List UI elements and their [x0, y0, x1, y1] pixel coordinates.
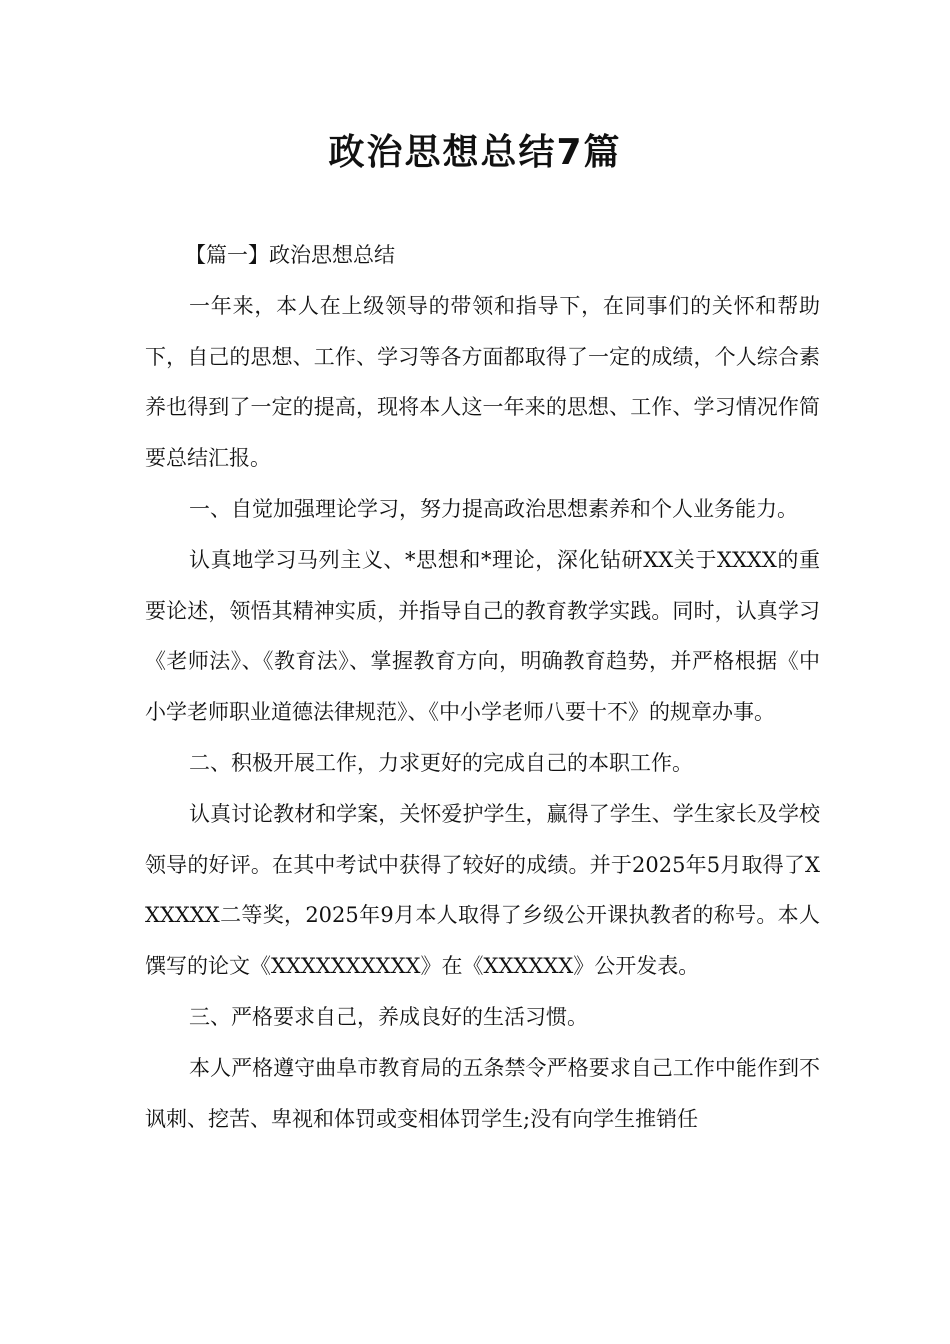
paragraph-heading-1: 一、自觉加强理论学习，努力提高政治思想素养和个人业务能力。 [189, 496, 798, 521]
paragraph-discipline: 本人严格遵守曲阜市教育局的五条禁令严格要求自己工作中能作到不讽刺、挖苦、卑视和体罚或变相体罚学生;没有向学生推销任 [145, 1055, 820, 1131]
paragraph-theory-study: 认真地学习马列主义、*思想和*理论，深化钻研XX关于XXXX的重要论述，领悟其精神实质，并指导自己的教育教学实践。同时，认真学习《老师法》、《教育法》、掌握教育方向，明确教育趋势，并严格根据《中小学老师职业道德法律规范》、《中小学老师八要十不》的规章办事。 [145, 547, 820, 725]
section-heading: 【篇一】政治思想总结 [185, 243, 395, 267]
paragraph-heading-2: 二、积极开展工作，力求更好的完成自己的本职工作。 [189, 750, 693, 775]
paragraph-work: 认真讨论教材和学案，关怀爱护学生，赢得了学生、学生家长及学校领导的好评。在其中考试中获得了较好的成绩。并于2025年5月取得了XXXXXX二等奖，2025年9月本人取得了乡级公开课执教者的称号。本人馔写的论文《XXXXXXXXXX》在《XXXXXX》公开发表。 [145, 801, 820, 979]
document-title: 政治思想总结7篇 [328, 132, 622, 173]
document-body [145, 230, 820, 1144]
paragraph-intro: 一年来，本人在上级领导的带领和指导下，在同事们的关怀和帮助下，自己的思想、工作、学习等各方面都取得了一定的成绩，个人综合素养也得到了一定的提高，现将本人这一年来的思想、工作、学习情况作简要总结汇报。 [145, 293, 820, 471]
paragraph-heading-3: 三、严格要求自己，养成良好的生活习惯。 [189, 1004, 588, 1029]
